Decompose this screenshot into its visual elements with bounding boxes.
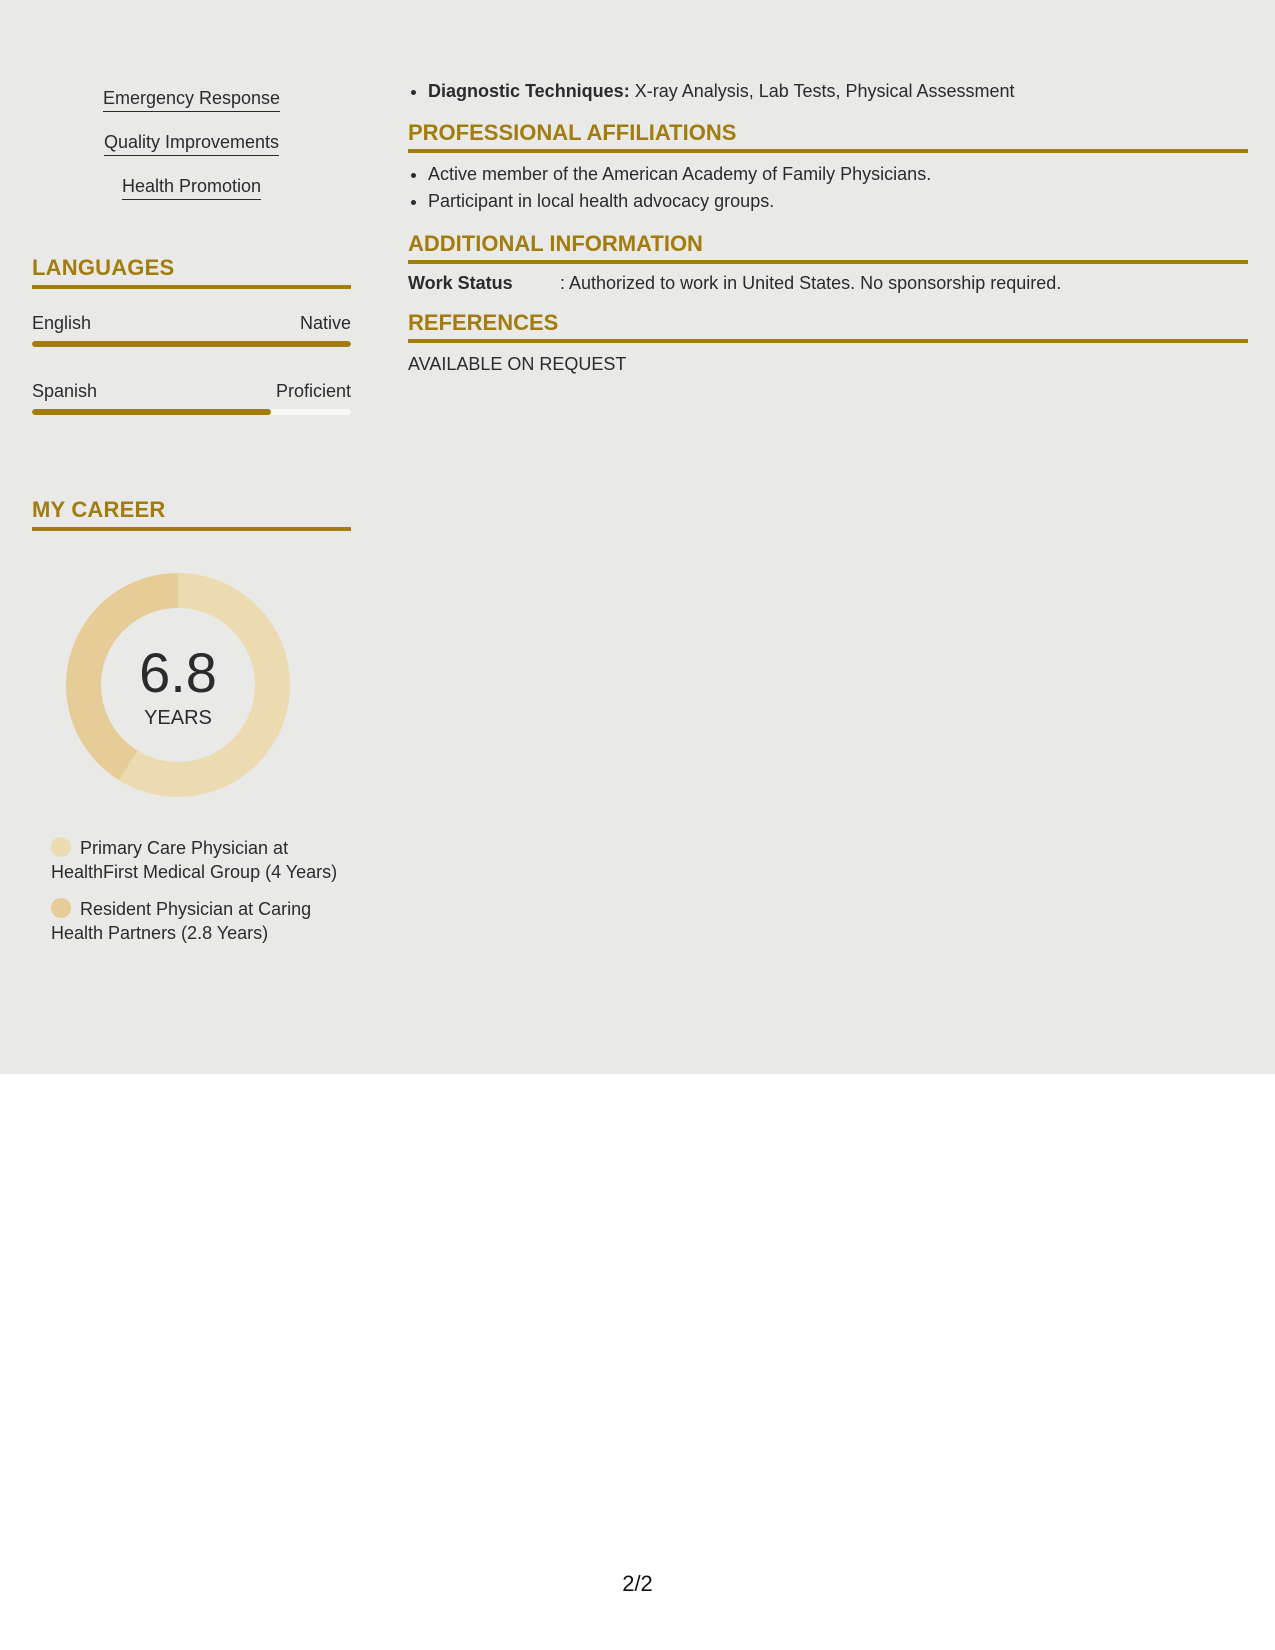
skill-link[interactable]: Emergency Response [103,86,280,112]
references-text: AVAILABLE ON REQUEST [408,354,627,374]
affiliations-title: PROFESSIONAL AFFILIATIONS [408,120,1248,153]
affiliations-list [408,161,1248,215]
language-name: English [32,313,92,333]
legend-label: Primary Care Physician at HealthFirst Medical Group (4 Years) [51,838,338,882]
career-legend [51,836,341,958]
legend-item [51,836,341,884]
bullet-item: • Active member of the American Academy of Family Physicians. [428,161,1248,188]
skill-link[interactable]: Quality Improvements [104,130,279,156]
career-total-years: 6.8 [139,641,217,704]
legend-swatch [51,837,71,857]
right-column [408,78,1248,376]
legend-item [51,897,341,945]
donut-center [66,573,290,797]
career-donut-chart [66,573,290,797]
bullet-label: Diagnostic Techniques: [428,81,630,101]
page-number: 2/2 [622,1571,653,1596]
legend-label: Resident Physician at Caring Health Partners (2.8 Years) [51,899,312,943]
career-section [32,497,351,943]
skill-link[interactable]: Health Promotion [122,174,261,200]
references-title: REFERENCES [408,310,1248,343]
career-title: MY CAREER [32,497,351,531]
language-item [32,379,351,415]
work-status-value: : Authorized to work in United States. No sponsorship required. [560,273,1062,293]
language-name: Spanish [32,381,98,401]
bullet-item: • Participant in local health advocacy groups. [428,188,1248,215]
work-status-row [408,271,1248,295]
additional-info-title: ADDITIONAL INFORMATION [408,231,1248,264]
work-status-label: Work Status [408,273,513,293]
language-level: Proficient [275,381,351,401]
language-bar-fill [32,409,271,415]
language-bar [32,341,351,347]
language-bar [32,409,351,415]
legend-swatch [51,898,71,918]
language-item [32,311,351,347]
skills-bullets [408,78,1248,105]
bullet-item [428,78,1248,105]
languages-title: LANGUAGES [32,255,351,289]
skills-list [32,86,351,218]
language-level: Native [299,313,351,333]
bullet-text: X-ray Analysis, Lab Tests, Physical Assessment [629,81,1015,101]
languages-section [32,255,351,415]
career-unit: YEARS [144,707,212,729]
language-bar-fill [32,341,351,347]
